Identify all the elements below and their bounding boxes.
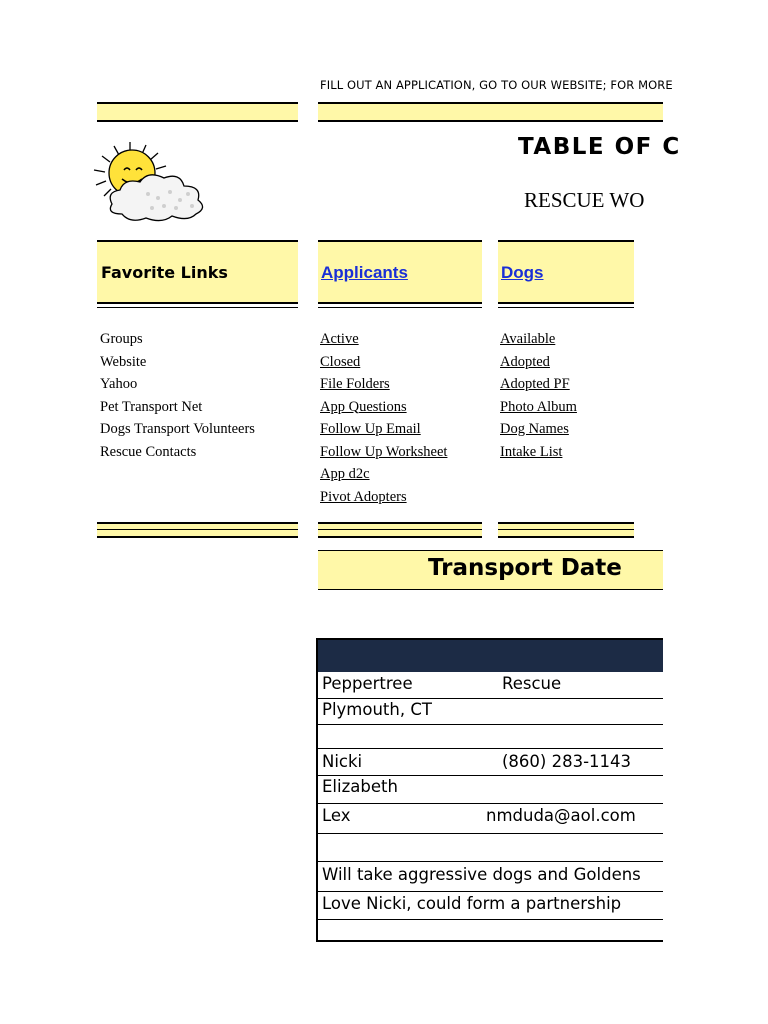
- list-link[interactable]: File Folders: [320, 376, 390, 392]
- list-link[interactable]: Intake List: [500, 443, 563, 460]
- cell: Elizabeth: [322, 777, 398, 796]
- list-link[interactable]: Available: [500, 331, 556, 347]
- list-link[interactable]: Photo Album: [500, 398, 577, 415]
- cell: Rescue: [502, 674, 562, 693]
- table-row: [318, 775, 663, 804]
- table-row: [318, 672, 663, 699]
- cell: Plymouth, CT: [322, 700, 432, 719]
- applicants-list: [320, 328, 447, 508]
- list-link[interactable]: Closed: [320, 353, 361, 370]
- table-row: [318, 803, 663, 834]
- applicants-header: [318, 240, 482, 302]
- notice-text: FILL OUT AN APPLICATION, GO TO OUR WEBSITE; FOR MORE: [320, 78, 673, 92]
- divider-bar: [97, 522, 298, 538]
- page-title: TABLE OF C: [518, 134, 681, 160]
- list-item[interactable]: Groups: [100, 331, 143, 347]
- divider-bar: [318, 522, 482, 538]
- sun-cloud-icon: [88, 138, 230, 222]
- list-link[interactable]: App Questions: [320, 398, 407, 415]
- list-link[interactable]: Pivot Adopters: [320, 488, 407, 505]
- cell: Love Nicki, could form a partnership: [322, 894, 622, 913]
- contact-card: [316, 638, 663, 942]
- list-item[interactable]: Rescue Contacts: [100, 443, 197, 460]
- divider-bar: [498, 522, 634, 538]
- page-subtitle: RESCUE WO: [524, 188, 645, 212]
- cell: Peppertree: [322, 674, 413, 693]
- table-row: [318, 748, 663, 776]
- list-link[interactable]: Follow Up Email: [320, 421, 421, 437]
- list-link[interactable]: Adopted: [500, 353, 550, 370]
- list-link[interactable]: App d2c: [320, 466, 370, 482]
- dogs-header: [498, 240, 634, 302]
- list-link[interactable]: Dog Names: [500, 421, 569, 437]
- dogs-heading-link[interactable]: Dogs: [501, 263, 544, 282]
- dogs-list: [500, 328, 577, 463]
- table-row: [318, 861, 663, 892]
- table-row: [318, 833, 663, 862]
- list-link[interactable]: Active: [320, 331, 359, 347]
- top-bar-left: [97, 102, 298, 122]
- list-item[interactable]: Yahoo: [100, 376, 138, 392]
- card-header-bar: [318, 640, 663, 672]
- email-cell: nmduda@aol.com: [486, 806, 636, 825]
- transport-date-header: [318, 550, 663, 590]
- list-link[interactable]: Adopted PF: [500, 376, 570, 392]
- table-row: [318, 724, 663, 749]
- table-row: [318, 919, 663, 940]
- applicants-heading-link[interactable]: Applicants: [321, 263, 408, 282]
- favorites-header: [97, 240, 298, 302]
- table-row: [318, 891, 663, 920]
- favorites-list: [100, 328, 255, 463]
- transport-date-heading: Transport Date: [428, 555, 622, 581]
- cell: (860) 283-1143: [502, 752, 632, 771]
- cell: Lex: [322, 806, 351, 825]
- top-bar-right: [318, 102, 663, 122]
- list-item[interactable]: Website: [100, 353, 147, 370]
- table-row: [318, 698, 663, 725]
- list-item[interactable]: Pet Transport Net: [100, 398, 203, 415]
- favorites-heading: Favorite Links: [101, 263, 228, 282]
- list-link[interactable]: Follow Up Worksheet: [320, 443, 448, 460]
- cell: Will take aggressive dogs and Goldens: [322, 865, 641, 884]
- cell: Nicki: [322, 752, 363, 771]
- list-item[interactable]: Dogs Transport Volunteers: [100, 421, 255, 437]
